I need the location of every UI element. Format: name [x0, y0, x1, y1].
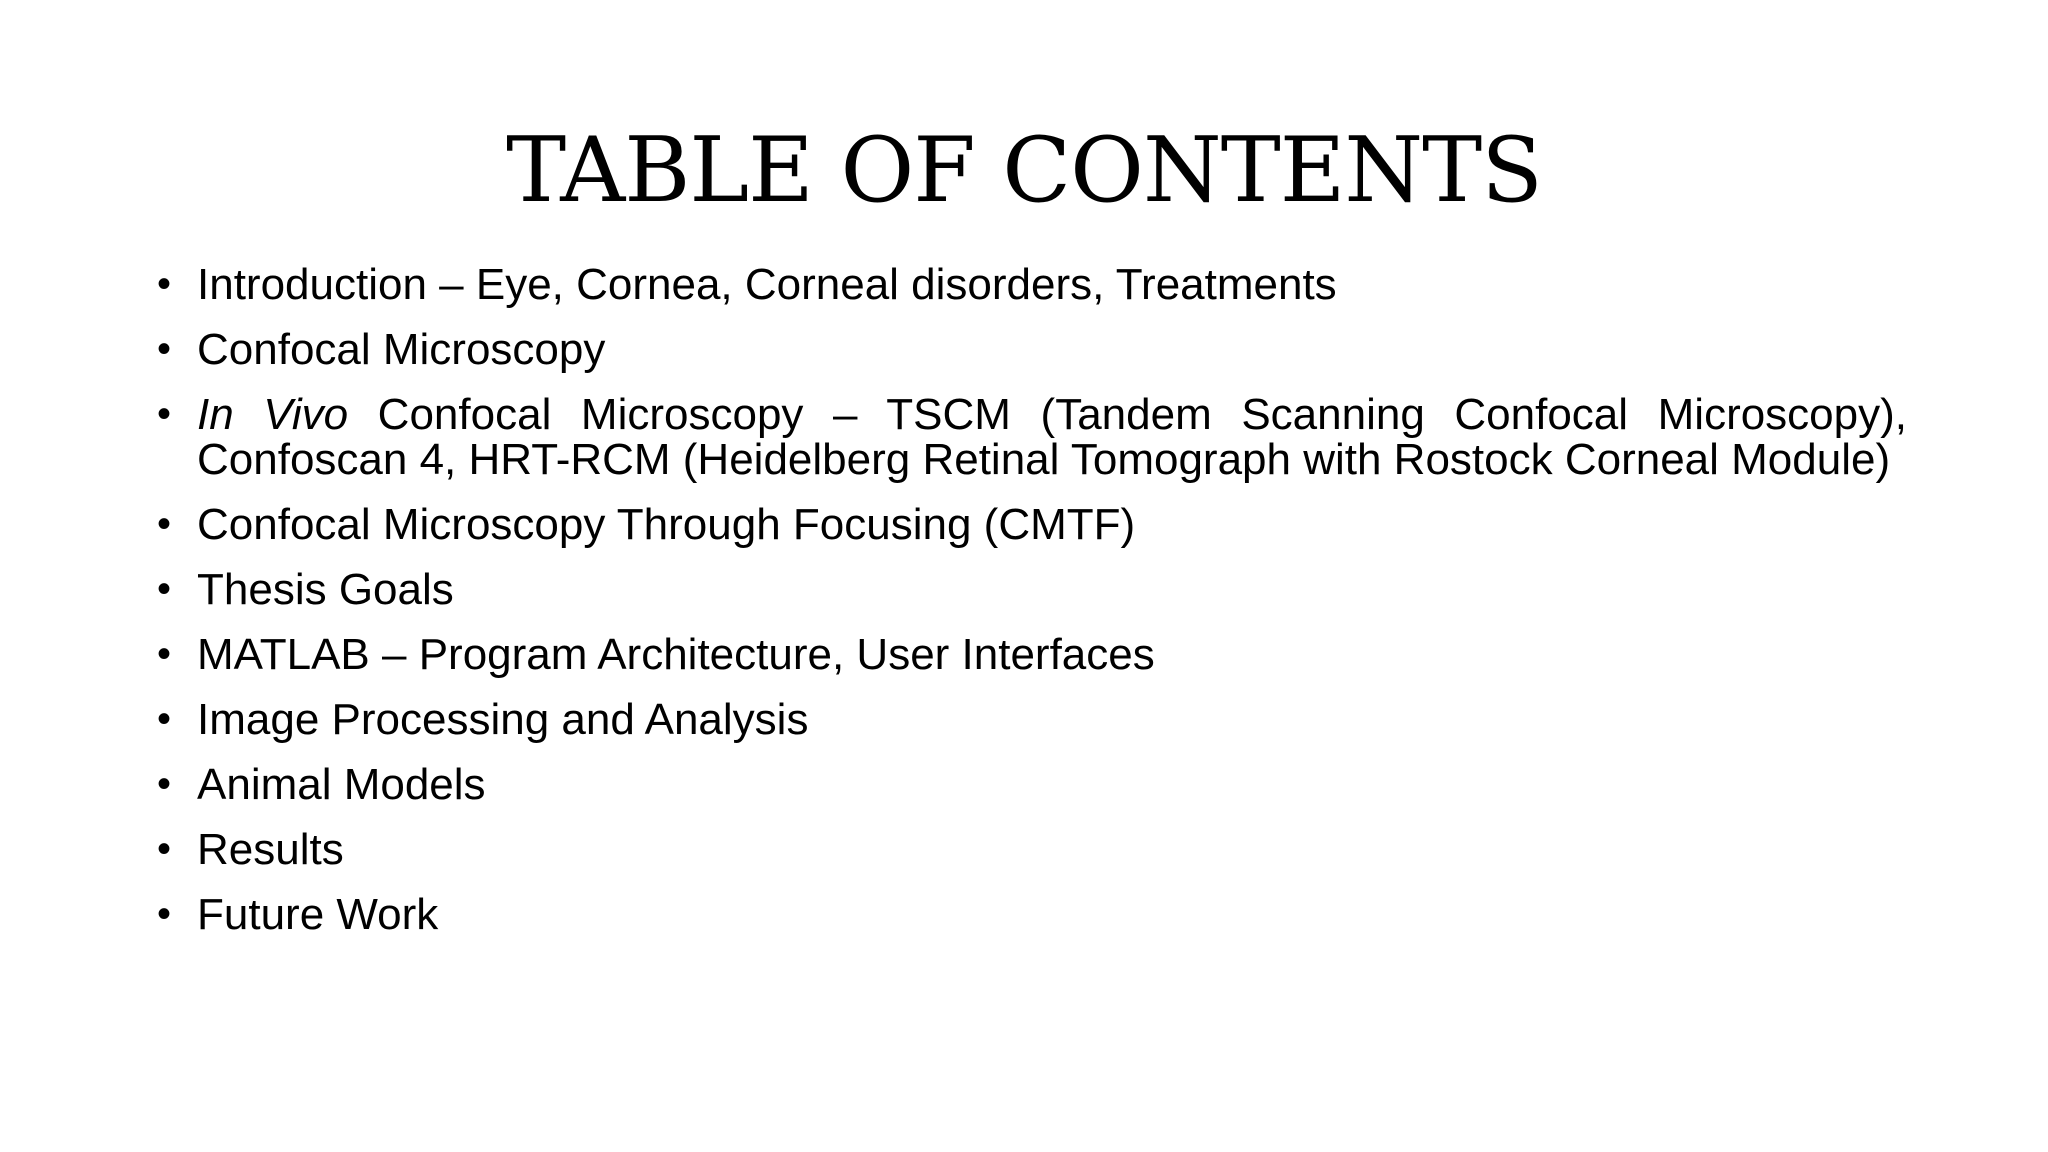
bullet-icon: • — [157, 892, 172, 936]
toc-item-text: MATLAB – Program Architecture, User Interfaces — [197, 630, 1155, 679]
table-of-contents-list — [157, 262, 1907, 957]
toc-item-italic-text: In Vivo — [197, 390, 349, 439]
toc-item-results — [157, 827, 1907, 872]
toc-item-text: Image Processing and Analysis — [197, 695, 809, 744]
toc-item-text: Confocal Microscopy Through Focusing (CMTF) — [197, 500, 1136, 549]
bullet-icon: • — [157, 762, 172, 806]
toc-item-future-work — [157, 892, 1907, 937]
slide-title: TABLE OF CONTENTS — [506, 118, 1542, 223]
toc-item-animal-models — [157, 762, 1907, 807]
toc-item-text: Animal Models — [197, 760, 486, 809]
bullet-icon: • — [157, 697, 172, 741]
toc-item-text — [197, 392, 1907, 482]
bullet-icon: • — [157, 502, 172, 546]
toc-item-text: Results — [197, 825, 344, 874]
toc-item-cmtf — [157, 502, 1907, 547]
toc-item-text: Thesis Goals — [197, 565, 454, 614]
toc-item-introduction — [157, 262, 1907, 307]
toc-item-thesis-goals — [157, 567, 1907, 612]
bullet-icon: • — [157, 327, 172, 371]
toc-item-image-processing — [157, 697, 1907, 742]
bullet-icon: • — [157, 567, 172, 611]
toc-item-text: Confocal Microscopy — [197, 325, 606, 374]
toc-item-text: Future Work — [197, 890, 439, 939]
bullet-icon: • — [157, 392, 172, 436]
toc-item-in-vivo-confocal — [157, 392, 1907, 482]
bullet-icon: • — [157, 827, 172, 871]
toc-item-text: Introduction – Eye, Cornea, Corneal disorders, Treatments — [197, 260, 1337, 309]
toc-item-matlab — [157, 632, 1907, 677]
bullet-icon: • — [157, 262, 172, 306]
bullet-icon: • — [157, 632, 172, 676]
toc-item-text-rest: Confocal Microscopy – TSCM (Tandem Scanning Confocal Microscopy), Confoscan 4, HRT-RCM (Heidelberg Retinal Tomograph with Rostock Corneal Module) — [197, 390, 1908, 484]
toc-item-confocal-microscopy — [157, 327, 1907, 372]
